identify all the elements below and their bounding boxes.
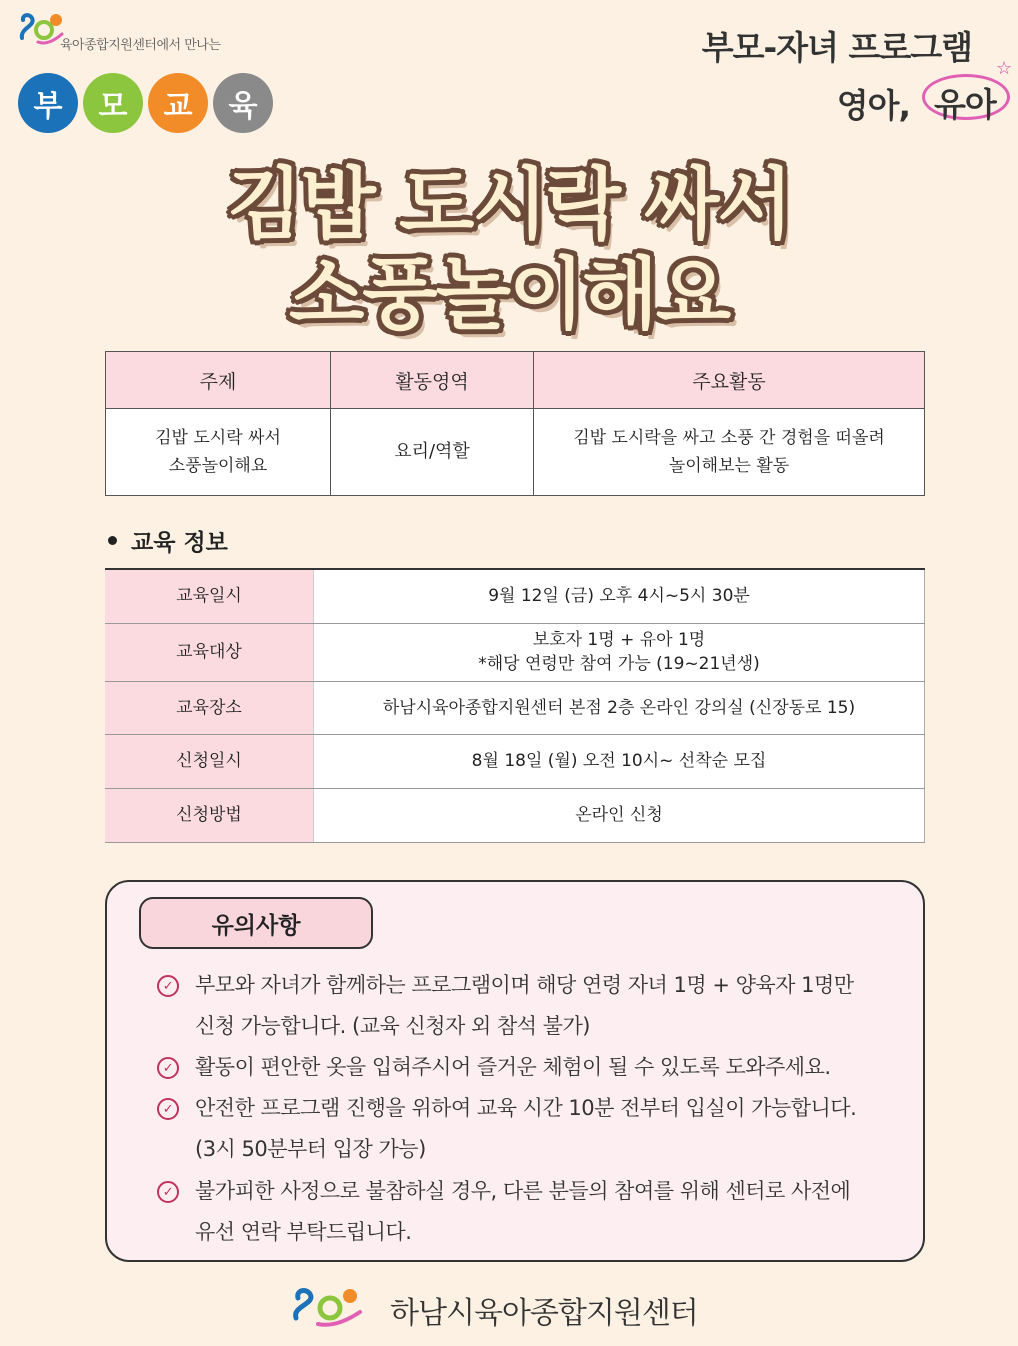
notice-item: ✓ 불가피한 사정으로 불참하실 경우, 다른 분들의 참여를 위해 센터로 사전에 유선 연락 부탁드립니다.: [159, 1171, 899, 1253]
summary-data-row: [106, 409, 925, 496]
info-value: 8월 18일 (월) 오전 10시~ 선착순 모집: [314, 734, 925, 788]
notice-item: ✓ 활동이 편안한 옷을 입혀주시어 즐거운 체험이 될 수 있도록 도와주세요.: [159, 1047, 899, 1088]
footer: [290, 1282, 750, 1332]
circle-mo: 모: [83, 73, 143, 133]
info-row: [105, 623, 925, 681]
notice-item: ✓ 부모와 자녀가 함께하는 프로그램이며 해당 연령 자녀 1명 + 양육자 1명만 신청 가능합니다. (교육 신청자 외 참석 불가): [159, 965, 899, 1047]
footer-center-name: 하남시육아종합지원센터: [390, 1296, 698, 1331]
header-topic: 주제: [106, 352, 331, 409]
notice-item: ✓ 안전한 프로그램 진행을 위하여 교육 시간 10분 전부터 입실이 가능합니다. (3시 50분부터 입장 가능): [159, 1088, 899, 1170]
info-value: 하남시육아종합지원센터 본점 2층 온라인 강의실 (신장동로 15): [314, 681, 925, 734]
info-row: [105, 681, 925, 734]
notice-title: 유의사항: [139, 897, 373, 949]
brand-subtitle: 육아종합지원센터에서 만나는: [60, 38, 221, 53]
info-row: [105, 734, 925, 788]
age-toddler: 유아: [934, 85, 996, 124]
center-logo-icon: [290, 1284, 370, 1328]
info-row: [105, 788, 925, 842]
info-value: 온라인 신청: [314, 788, 925, 842]
info-value: 9월 12일 (금) 오후 4시~5시 30분: [314, 569, 925, 623]
info-table: [105, 568, 925, 843]
main-title-line2: 소풍놀이해요: [288, 250, 730, 340]
info-key: 교육일시: [105, 569, 314, 623]
area-cell: 요리/역할: [331, 409, 534, 496]
circle-bu: 부: [18, 73, 78, 133]
notice-box: [105, 880, 925, 1262]
header-activity: 주요활동: [534, 352, 925, 409]
info-heading: 교육 정보: [108, 524, 228, 557]
activity-cell: 김밥 도시락을 싸고 소풍 간 경험을 떠올려 놀이해보는 활동: [534, 409, 925, 496]
circle-gyo: 교: [148, 73, 208, 133]
info-key: 교육장소: [105, 681, 314, 734]
check-circle-icon: ✓: [157, 1057, 179, 1079]
age-infant: 영아,: [836, 86, 910, 125]
summary-header-row: [106, 352, 925, 409]
age-line: [836, 58, 1012, 127]
circle-yuk: 육: [213, 73, 273, 133]
check-circle-icon: ✓: [157, 1098, 179, 1120]
header-area: 활동영역: [331, 352, 534, 409]
info-key: 신청방법: [105, 788, 314, 842]
check-circle-icon: ✓: [157, 975, 179, 997]
age-toddler-highlight: [926, 58, 1014, 124]
bullet-icon: [108, 536, 117, 545]
brand-header: [18, 8, 318, 138]
info-value: 보호자 1명 + 유아 1명 *해당 연령만 참여 가능 (19~21년생): [314, 623, 925, 681]
info-key: 교육대상: [105, 623, 314, 681]
program-title: 부모-자녀 프로그램: [701, 28, 972, 67]
check-circle-icon: ✓: [157, 1181, 179, 1203]
topic-cell: 김밥 도시락 싸서 소풍놀이해요: [106, 409, 331, 496]
star-icon: ☆: [996, 58, 1012, 79]
info-key: 신청일시: [105, 734, 314, 788]
info-row: [105, 569, 925, 623]
main-title-line1: 김밥 도시락 싸서: [227, 160, 791, 250]
summary-table: [105, 351, 925, 496]
